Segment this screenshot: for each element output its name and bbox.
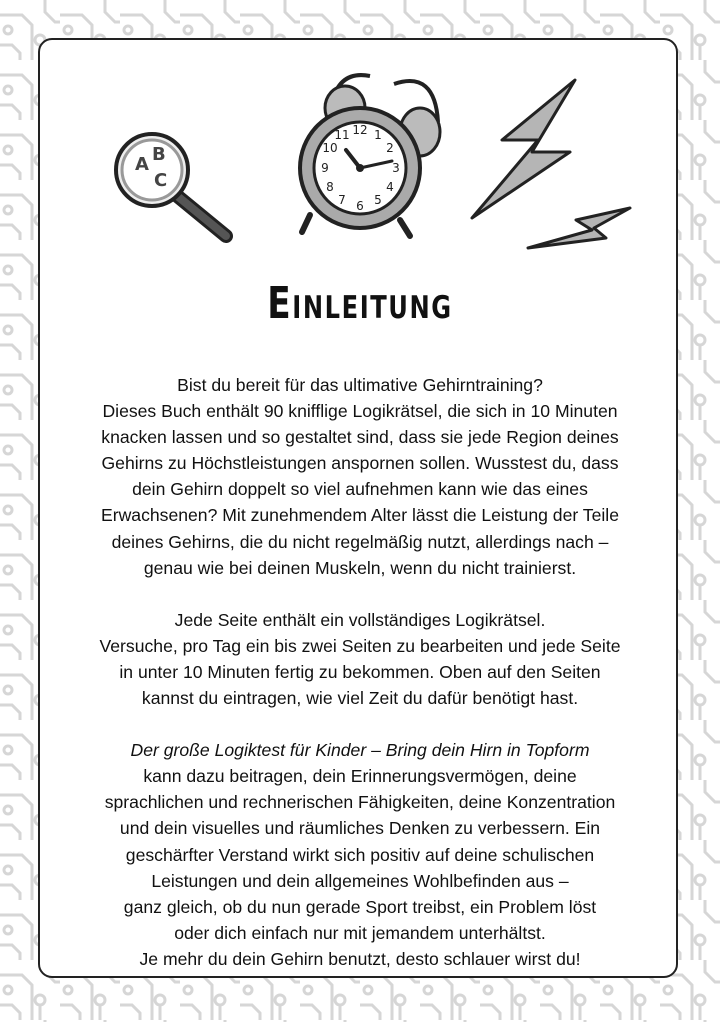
text-line: ganz gleich, ob du nun gerade Sport treibst, ein Problem löst [123,896,597,917]
alarm-clock-icon [300,75,440,236]
clock-number: 8 [326,180,334,194]
lightning-icon [472,80,630,248]
clock-number: 4 [386,180,394,194]
text-line: Erwachsenen? Mit zunehmendem Alter lässt die Leistung der Teile [100,505,619,526]
clock-number: 1 [374,128,382,142]
clock-number: 2 [386,141,394,155]
book-title-line: Der große Logiktest für Kinder – Bring dein Hirn in Topform [130,740,590,761]
text-line: Bist du bereit für das ultimative Gehirntraining? [177,375,543,395]
text-line: in unter 10 Minuten fertig zu bekommen. Oben auf den Seiten [119,661,601,682]
magnifier-letter-a: A [135,154,149,175]
magnifier-letter-c: C [154,170,168,191]
clock-number: 7 [338,193,346,207]
clock-number: 10 [322,141,338,155]
clock-number: 5 [374,193,382,207]
text-line: Leistungen und dein allgemeines Wohlbefinden aus – [151,870,569,891]
text-line: sprachlichen und rechnerischen Fähigkeiten, deine Konzentration [104,792,616,813]
text-line: Dieses Buch enthält 90 knifflige Logikrätsel, die sich in 10 Minuten [102,401,618,422]
clock-number: 11 [334,128,350,142]
clock-number: 6 [356,199,364,213]
magnifier-abc-icon [116,134,226,236]
text-line: Versuche, pro Tag ein bis zwei Seiten zu bearbeiten und jede Seite [99,635,621,656]
page-title: Einleitung [267,278,453,329]
text-line: kann dazu beitragen, dein Erinnerungsvermögen, deine [143,766,577,787]
text-line: genau wie bei deinen Muskeln, wenn du nicht trainierst. [143,557,577,578]
paragraph [60,737,660,972]
clock-number: 12 [352,123,368,137]
content-frame [38,38,678,978]
text-line: kannst du eintragen, wie viel Zeit du dafür benötigt hast. [141,688,579,709]
text-line: und dein visuelles und räumliches Denken zu verbessern. Ein [119,818,601,839]
text-line: knacken lassen und so gestaltet sind, dass sie jede Region deines [101,427,619,448]
text-line: Je mehr du dein Gehirn benutzt, desto schlauer wirst du! [139,948,581,969]
intro-text [60,372,660,972]
text-line: deines Gehirns, die du nicht regelmäßig nutzt, allerdings nach – [111,531,609,552]
magnifier-letter-b: B [152,144,166,165]
header-illustrations [40,40,680,260]
paragraph [60,372,660,581]
text-line: geschärfter Verstand wirkt sich positiv auf deine schulischen [125,844,595,865]
text-line: oder dich einfach nur mit jemandem unterhältst. [174,922,546,943]
paragraph [60,607,660,711]
text-line: Jede Seite enthält ein vollständiges Logikrätsel. [174,609,546,630]
clock-number: 9 [321,161,329,175]
text-line: Gehirns zu Höchstleistungen anspornen sollen. Wusstest du, dass [101,453,619,474]
clock-number: 3 [392,161,400,175]
text-line: dein Gehirn doppelt so viel aufnehmen kann wie das eines [132,479,588,500]
